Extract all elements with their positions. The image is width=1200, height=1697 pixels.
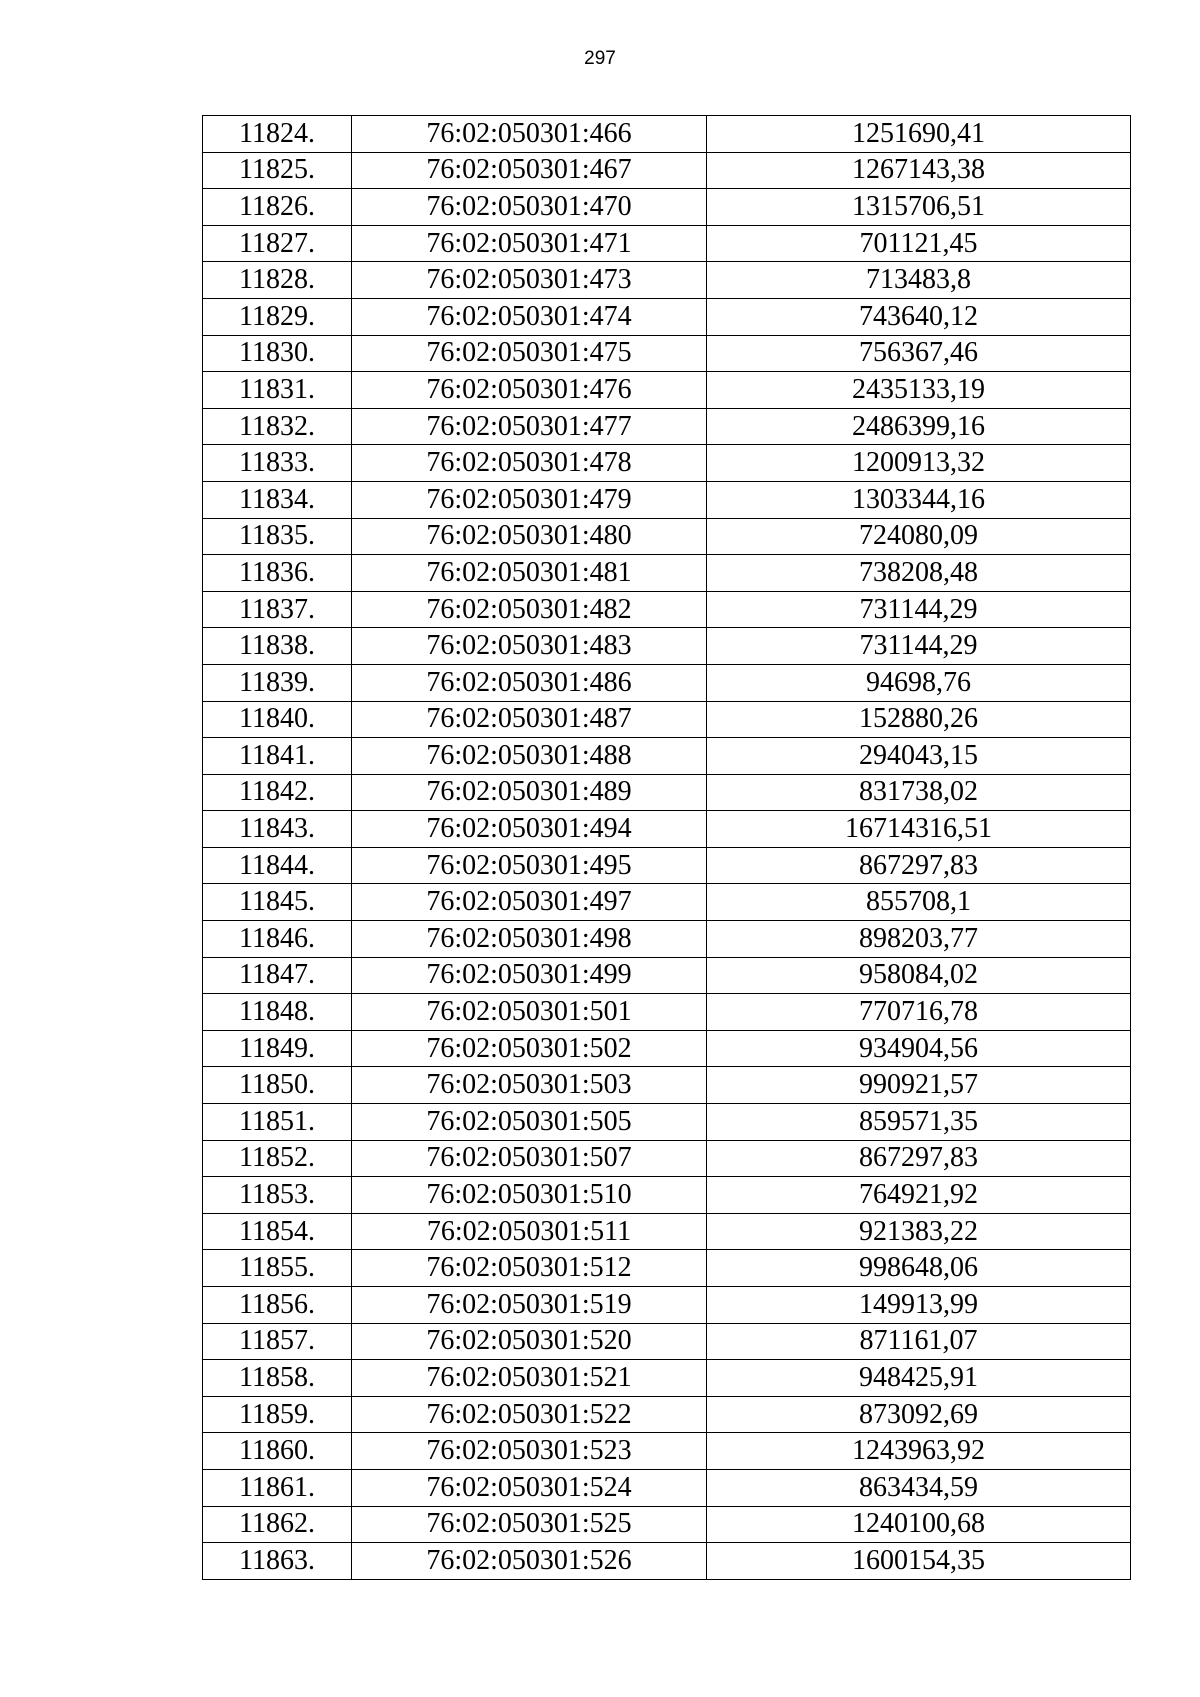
cadastral-number-cell: 76:02:050301:526: [352, 1543, 707, 1580]
cadastral-number-cell: 76:02:050301:525: [352, 1506, 707, 1543]
cadastral-value-cell: 863434,59: [707, 1469, 1131, 1506]
table-row: [203, 1433, 1131, 1470]
cadastral-number-cell: 76:02:050301:467: [352, 152, 707, 189]
cadastral-number-cell: 76:02:050301:471: [352, 225, 707, 262]
table-row: [203, 408, 1131, 445]
cadastral-number-cell: 76:02:050301:478: [352, 445, 707, 482]
cadastral-number-cell: 76:02:050301:488: [352, 738, 707, 775]
cadastral-value-cell: 743640,12: [707, 298, 1131, 335]
table-row: [203, 1104, 1131, 1141]
table-row: [203, 335, 1131, 372]
cadastral-value-cell: 149913,99: [707, 1287, 1131, 1324]
cadastral-number-cell: 76:02:050301:495: [352, 847, 707, 884]
table-row: [203, 152, 1131, 189]
cadastral-number-cell: 76:02:050301:479: [352, 481, 707, 518]
table-row: [203, 1287, 1131, 1324]
cadastral-value-cell: 1251690,41: [707, 116, 1131, 153]
table-row: [203, 262, 1131, 299]
row-number-cell: 11833.: [203, 445, 352, 482]
cadastral-value-cell: 2486399,16: [707, 408, 1131, 445]
table-row: [203, 298, 1131, 335]
table-row: [203, 1067, 1131, 1104]
row-number-cell: 11843.: [203, 811, 352, 848]
cadastral-value-cell: 990921,57: [707, 1067, 1131, 1104]
row-number-cell: 11863.: [203, 1543, 352, 1580]
table-row: [203, 957, 1131, 994]
cadastral-number-cell: 76:02:050301:503: [352, 1067, 707, 1104]
cadastral-value-cell: 871161,07: [707, 1323, 1131, 1360]
table-row: [203, 1030, 1131, 1067]
cadastral-value-cell: 16714316,51: [707, 811, 1131, 848]
row-number-cell: 11826.: [203, 189, 352, 226]
cadastral-value-table: [202, 115, 1131, 1580]
cadastral-value-cell: 859571,35: [707, 1104, 1131, 1141]
table-row: [203, 1543, 1131, 1580]
row-number-cell: 11845.: [203, 884, 352, 921]
row-number-cell: 11831.: [203, 372, 352, 409]
row-number-cell: 11851.: [203, 1104, 352, 1141]
cadastral-number-cell: 76:02:050301:521: [352, 1360, 707, 1397]
row-number-cell: 11854.: [203, 1213, 352, 1250]
cadastral-number-cell: 76:02:050301:520: [352, 1323, 707, 1360]
cadastral-value-cell: 94698,76: [707, 664, 1131, 701]
table-row: [203, 1323, 1131, 1360]
cadastral-value-cell: 1240100,68: [707, 1506, 1131, 1543]
cadastral-value-cell: 1600154,35: [707, 1543, 1131, 1580]
cadastral-number-cell: 76:02:050301:470: [352, 189, 707, 226]
cadastral-number-cell: 76:02:050301:505: [352, 1104, 707, 1141]
cadastral-value-cell: 1200913,32: [707, 445, 1131, 482]
row-number-cell: 11836.: [203, 555, 352, 592]
cadastral-value-cell: 738208,48: [707, 555, 1131, 592]
cadastral-value-cell: 1315706,51: [707, 189, 1131, 226]
table-row: [203, 1469, 1131, 1506]
cadastral-value-cell: 724080,09: [707, 518, 1131, 555]
table-row: [203, 1213, 1131, 1250]
cadastral-number-cell: 76:02:050301:475: [352, 335, 707, 372]
row-number-cell: 11860.: [203, 1433, 352, 1470]
cadastral-number-cell: 76:02:050301:489: [352, 774, 707, 811]
cadastral-value-cell: 1303344,16: [707, 481, 1131, 518]
cadastral-number-cell: 76:02:050301:502: [352, 1030, 707, 1067]
cadastral-value-cell: 998648,06: [707, 1250, 1131, 1287]
table-row: [203, 1506, 1131, 1543]
row-number-cell: 11855.: [203, 1250, 352, 1287]
cadastral-value-cell: 958084,02: [707, 957, 1131, 994]
cadastral-value-cell: 2435133,19: [707, 372, 1131, 409]
cadastral-number-cell: 76:02:050301:477: [352, 408, 707, 445]
row-number-cell: 11861.: [203, 1469, 352, 1506]
row-number-cell: 11850.: [203, 1067, 352, 1104]
table-body: [203, 116, 1131, 1580]
table-row: [203, 555, 1131, 592]
cadastral-value-cell: 855708,1: [707, 884, 1131, 921]
row-number-cell: 11849.: [203, 1030, 352, 1067]
cadastral-value-cell: 701121,45: [707, 225, 1131, 262]
cadastral-value-cell: 731144,29: [707, 591, 1131, 628]
cadastral-value-cell: 873092,69: [707, 1396, 1131, 1433]
row-number-cell: 11830.: [203, 335, 352, 372]
table-row: [203, 994, 1131, 1031]
row-number-cell: 11841.: [203, 738, 352, 775]
cadastral-value-cell: 1243963,92: [707, 1433, 1131, 1470]
cadastral-number-cell: 76:02:050301:511: [352, 1213, 707, 1250]
table-row: [203, 811, 1131, 848]
page-number: 297: [584, 48, 616, 69]
row-number-cell: 11852.: [203, 1140, 352, 1177]
row-number-cell: 11828.: [203, 262, 352, 299]
table-row: [203, 701, 1131, 738]
cadastral-number-cell: 76:02:050301:486: [352, 664, 707, 701]
cadastral-value-cell: 898203,77: [707, 921, 1131, 958]
row-number-cell: 11834.: [203, 481, 352, 518]
cadastral-value-cell: 867297,83: [707, 847, 1131, 884]
row-number-cell: 11858.: [203, 1360, 352, 1397]
cadastral-number-cell: 76:02:050301:482: [352, 591, 707, 628]
table-row: [203, 1360, 1131, 1397]
row-number-cell: 11853.: [203, 1177, 352, 1214]
table-row: [203, 921, 1131, 958]
table-row: [203, 884, 1131, 921]
cadastral-number-cell: 76:02:050301:510: [352, 1177, 707, 1214]
row-number-cell: 11846.: [203, 921, 352, 958]
row-number-cell: 11832.: [203, 408, 352, 445]
table-row: [203, 1250, 1131, 1287]
cadastral-number-cell: 76:02:050301:466: [352, 116, 707, 153]
table-row: [203, 189, 1131, 226]
cadastral-number-cell: 76:02:050301:499: [352, 957, 707, 994]
cadastral-value-cell: 152880,26: [707, 701, 1131, 738]
row-number-cell: 11840.: [203, 701, 352, 738]
cadastral-value-cell: 831738,02: [707, 774, 1131, 811]
cadastral-value-cell: 756367,46: [707, 335, 1131, 372]
cadastral-value-cell: 731144,29: [707, 628, 1131, 665]
table-row: [203, 225, 1131, 262]
cadastral-number-cell: 76:02:050301:497: [352, 884, 707, 921]
cadastral-number-cell: 76:02:050301:487: [352, 701, 707, 738]
cadastral-number-cell: 76:02:050301:524: [352, 1469, 707, 1506]
row-number-cell: 11829.: [203, 298, 352, 335]
cadastral-number-cell: 76:02:050301:501: [352, 994, 707, 1031]
cadastral-number-cell: 76:02:050301:476: [352, 372, 707, 409]
table-row: [203, 664, 1131, 701]
cadastral-number-cell: 76:02:050301:480: [352, 518, 707, 555]
table-row: [203, 1177, 1131, 1214]
table-row: [203, 518, 1131, 555]
row-number-cell: 11844.: [203, 847, 352, 884]
cadastral-number-cell: 76:02:050301:483: [352, 628, 707, 665]
row-number-cell: 11847.: [203, 957, 352, 994]
cadastral-value-cell: 948425,91: [707, 1360, 1131, 1397]
row-number-cell: 11848.: [203, 994, 352, 1031]
table-row: [203, 372, 1131, 409]
row-number-cell: 11857.: [203, 1323, 352, 1360]
table-row: [203, 628, 1131, 665]
row-number-cell: 11839.: [203, 664, 352, 701]
row-number-cell: 11827.: [203, 225, 352, 262]
table-row: [203, 847, 1131, 884]
row-number-cell: 11856.: [203, 1287, 352, 1324]
cadastral-number-cell: 76:02:050301:498: [352, 921, 707, 958]
cadastral-number-cell: 76:02:050301:507: [352, 1140, 707, 1177]
cadastral-value-cell: 713483,8: [707, 262, 1131, 299]
row-number-cell: 11825.: [203, 152, 352, 189]
table-row: [203, 591, 1131, 628]
table-row: [203, 116, 1131, 153]
table-row: [203, 738, 1131, 775]
row-number-cell: 11824.: [203, 116, 352, 153]
cadastral-number-cell: 76:02:050301:473: [352, 262, 707, 299]
cadastral-value-cell: 921383,22: [707, 1213, 1131, 1250]
cadastral-number-cell: 76:02:050301:481: [352, 555, 707, 592]
table-row: [203, 445, 1131, 482]
cadastral-number-cell: 76:02:050301:523: [352, 1433, 707, 1470]
cadastral-value-cell: 867297,83: [707, 1140, 1131, 1177]
table-row: [203, 774, 1131, 811]
cadastral-value-cell: 1267143,38: [707, 152, 1131, 189]
table-row: [203, 1396, 1131, 1433]
cadastral-number-cell: 76:02:050301:494: [352, 811, 707, 848]
cadastral-number-cell: 76:02:050301:474: [352, 298, 707, 335]
row-number-cell: 11837.: [203, 591, 352, 628]
row-number-cell: 11859.: [203, 1396, 352, 1433]
row-number-cell: 11838.: [203, 628, 352, 665]
cadastral-value-cell: 294043,15: [707, 738, 1131, 775]
cadastral-value-cell: 764921,92: [707, 1177, 1131, 1214]
table-row: [203, 481, 1131, 518]
row-number-cell: 11835.: [203, 518, 352, 555]
cadastral-number-cell: 76:02:050301:522: [352, 1396, 707, 1433]
cadastral-value-cell: 770716,78: [707, 994, 1131, 1031]
table-row: [203, 1140, 1131, 1177]
row-number-cell: 11842.: [203, 774, 352, 811]
row-number-cell: 11862.: [203, 1506, 352, 1543]
cadastral-number-cell: 76:02:050301:512: [352, 1250, 707, 1287]
cadastral-value-cell: 934904,56: [707, 1030, 1131, 1067]
cadastral-number-cell: 76:02:050301:519: [352, 1287, 707, 1324]
